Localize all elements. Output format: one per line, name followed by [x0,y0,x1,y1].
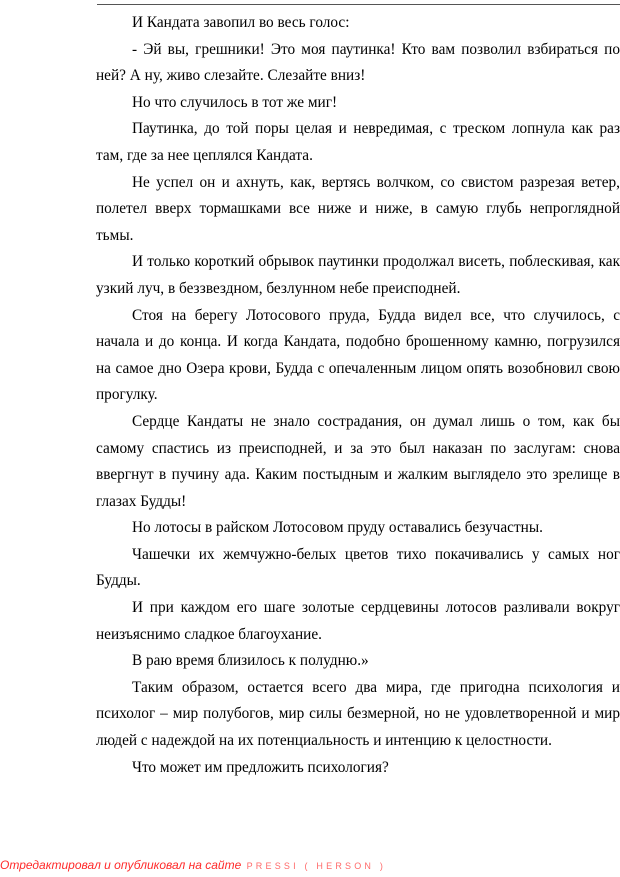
paragraph: И только короткий обрывок паутинки продолжал висеть, поблескивая, как узкий луч, в беззвездном, безлунном небе преисподней. [96,253,620,297]
paragraph: Но что случилось в тот же миг! [132,93,338,111]
paragraph: Таким образом, остается всего два мира, где пригодна психология и психолог – мир полубогов, мир силы безмерной, но не удовлетворенной и мир людей с надеждой на их потенциальность и интенцию к целостности. [96,678,620,750]
paragraph: И при каждом его шаге золотые сердцевины лотосов разливали вокруг неизъяснимо сладкое благоухание. [96,599,620,643]
paragraph: Что может им предложить психология? [132,758,389,776]
document-body [96,10,620,781]
paragraph: - Эй вы, грешники! Это моя паутинка! Кто вам позволил взбираться по ней? А ну, живо слезайте. Слезайте вниз! [96,40,620,85]
paragraph: Не успел он и ахнуть, как, вертясь волчком, со свистом разрезая ветер, полетел вверх тормашками все ниже и ниже, в самую глубь непроглядной тьмы. [96,173,620,244]
top-rule [97,4,620,5]
paragraph: Чашечки их жемчужно-белых цветов тихо покачивались у самых ног Будды. [96,545,620,590]
paragraph: Но лотосы в райском Лотосовом пруду оставались безучастны. [132,519,543,537]
paragraph: Паутинка, до той поры целая и невредимая, с треском лопнула как раз там, где за нее цеплялся Кандата. [96,120,620,164]
footer-site-name[interactable]: PRESSI ( HERSON ) [246,861,387,871]
paragraph: И Кандата завопил во весь голос: [132,14,350,31]
footer-credit-text: Отредактировал и опубликовал на сайте [0,858,242,872]
footer-credit [0,858,386,873]
paragraph: Сердце Кандаты не знало сострадания, он думал лишь о том, как бы самому спастись из преисподней, и за это был наказан по заслугам: снова ввергнут в пучину ада. Каким постыдным и жалким выглядело это зрелище в глазах Будды! [96,412,620,510]
paragraph: Стоя на берегу Лотосового пруда, Будда видел все, что случилось, с начала и до конца. И когда Кандата, подобно брошенному камню, погрузился на самое дно Озера крови, Будда с опечаленным лицом опять возобновил свою прогулку. [96,306,620,404]
paragraph: В раю время близилось к полудню.» [132,652,369,670]
